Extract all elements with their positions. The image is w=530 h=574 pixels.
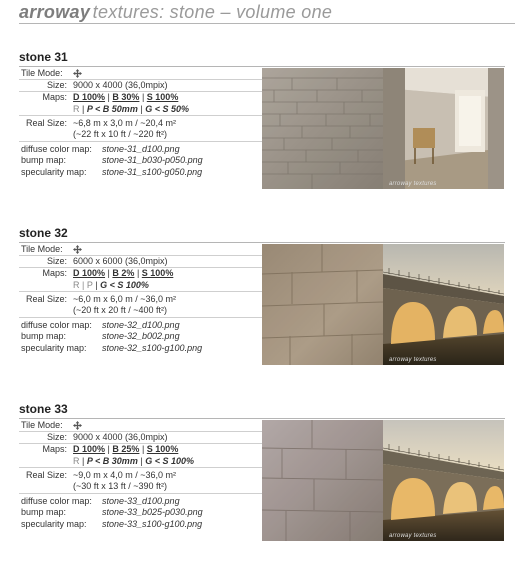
page-header [19,2,515,24]
separator: | [141,92,145,102]
specularity-filename: stone-32_s100-g100.png [102,343,203,353]
move-arrows-icon [73,69,82,78]
texture-swatch[interactable] [262,68,383,189]
separator: | [140,104,143,114]
concrete-block-texture-image [262,244,383,365]
row-specularity-file [19,167,262,179]
maps-line-2 [73,280,149,291]
map-bump-link[interactable]: B 25% [112,444,140,454]
separator: | [141,444,145,454]
move-arrows-icon [73,421,82,430]
real-size-label: Real Size: [25,294,67,304]
map-glossiness: G < S 100% [145,456,194,466]
texture-info-table [19,244,262,355]
maps-line-1 [73,268,173,279]
texture-section-stone-32 [19,226,505,363]
map-diffuse-link[interactable]: D 100% [73,268,106,278]
separator: | [107,268,110,278]
texture-swatch[interactable] [262,420,383,541]
map-reflection: R [73,280,80,290]
row-real-size [19,292,262,318]
tile-mode-value [73,68,82,79]
diffuse-label: diffuse color map: [21,320,92,330]
diffuse-filename: stone-33_d100.png [102,496,180,506]
real-size-label: Real Size: [25,470,67,480]
row-real-size [19,468,262,494]
brand-name: arroway [19,2,91,22]
separator: | [107,444,110,454]
maps-line-1 [73,444,178,455]
row-diffuse-file [19,318,262,331]
render-preview[interactable] [383,420,504,541]
real-size-imperial: (~20 ft x 20 ft / ~400 ft²) [73,305,168,315]
row-size [19,256,262,268]
texture-swatch[interactable] [262,244,383,365]
interior-render-image [383,68,504,189]
separator: | [136,268,140,278]
specularity-label: specularity map: [21,343,87,353]
watermark-label: arroway textures [389,181,437,187]
map-bump-link[interactable]: B 30% [112,92,140,102]
stone-wall-texture-image [262,68,383,189]
row-specularity-file [19,519,262,531]
diffuse-label: diffuse color map: [21,496,92,506]
real-size-metric: ~6,8 m x 3,0 m / ~20,4 m² [73,118,177,128]
diffuse-filename: stone-31_d100.png [102,144,180,154]
tile-mode-value [73,420,82,431]
row-tile-mode [19,68,262,80]
map-diffuse-link[interactable]: D 100% [73,444,106,454]
size-label: Size: [46,256,67,266]
specularity-filename: stone-33_s100-g100.png [102,519,203,529]
tile-mode-label: Tile Mode: [21,244,63,254]
texture-section-stone-33 [19,402,505,539]
row-diffuse-file [19,142,262,155]
row-size [19,80,262,92]
page-title: textures: stone – volume one [92,2,333,22]
row-maps [19,444,262,468]
row-tile-mode [19,420,262,432]
map-bump-link[interactable]: B 2% [112,268,135,278]
maps-label: Maps: [42,92,67,102]
render-preview[interactable] [383,244,504,365]
section-title: stone 33 [19,402,505,419]
bump-filename: stone-31_b030-p050.png [102,155,203,165]
size-value: 6000 x 6000 (36,0mpix) [73,256,168,266]
size-value: 9000 x 4000 (36,0mpix) [73,80,168,90]
separator: | [140,456,143,466]
size-label: Size: [46,80,67,90]
diffuse-label: diffuse color map: [21,144,92,154]
bump-filename: stone-32_b002.png [102,331,180,341]
map-specularity-link[interactable]: S 100% [146,92,179,102]
real-size-label: Real Size: [25,118,67,128]
maps-line-1 [73,92,178,103]
row-tile-mode [19,244,262,256]
map-parallax: P < B 50mm [86,104,138,114]
bridge-render-image [383,420,504,541]
maps-label: Maps: [42,444,67,454]
row-specularity-file [19,343,262,355]
bump-label: bump map: [21,331,67,341]
texture-info-table [19,420,262,531]
stone-block-texture-image [262,420,383,541]
diffuse-filename: stone-32_d100.png [102,320,180,330]
row-size [19,432,262,444]
move-arrows-icon [73,245,82,254]
texture-section-stone-31 [19,50,505,187]
specularity-filename: stone-31_s100-g050.png [102,167,203,177]
real-size-imperial: (~30 ft x 13 ft / ~390 ft²) [73,481,168,491]
specularity-label: specularity map: [21,519,87,529]
bump-label: bump map: [21,155,67,165]
bump-label: bump map: [21,507,67,517]
tile-mode-label: Tile Mode: [21,420,63,430]
map-glossiness: G < S 100% [100,280,149,290]
row-maps [19,92,262,116]
size-value: 9000 x 4000 (36,0mpix) [73,432,168,442]
row-real-size [19,116,262,142]
maps-line-2 [73,456,194,467]
tile-mode-label: Tile Mode: [21,68,63,78]
specularity-label: specularity map: [21,167,87,177]
separator: | [95,280,98,290]
separator: | [82,104,85,114]
map-glossiness: G < S 50% [145,104,189,114]
bridge-render-image [383,244,504,365]
map-specularity-link[interactable]: S 100% [141,268,174,278]
size-label: Size: [46,432,67,442]
maps-label: Maps: [42,268,67,278]
row-bump-file [19,155,262,167]
separator: | [107,92,110,102]
map-specularity-link[interactable]: S 100% [146,444,179,454]
separator: | [82,456,85,466]
map-parallax: P [86,280,93,290]
row-maps [19,268,262,292]
map-reflection: R [73,456,80,466]
map-diffuse-link[interactable]: D 100% [73,92,106,102]
bump-filename: stone-33_b025-p030.png [102,507,203,517]
watermark-label: arroway textures [389,357,437,363]
real-size-metric: ~9,0 m x 4,0 m / ~36,0 m² [73,470,177,480]
row-diffuse-file [19,494,262,507]
map-reflection: R [73,104,80,114]
row-bump-file [19,331,262,343]
texture-info-table [19,68,262,179]
render-preview[interactable] [383,68,504,189]
separator: | [82,280,85,290]
maps-line-2 [73,104,189,115]
real-size-imperial: (~22 ft x 10 ft / ~220 ft²) [73,129,168,139]
watermark-label: arroway textures [389,533,437,539]
tile-mode-value [73,244,82,255]
section-title: stone 31 [19,50,505,67]
real-size-metric: ~6,0 m x 6,0 m / ~36,0 m² [73,294,177,304]
map-parallax: P < B 30mm [86,456,138,466]
section-title: stone 32 [19,226,505,243]
row-bump-file [19,507,262,519]
